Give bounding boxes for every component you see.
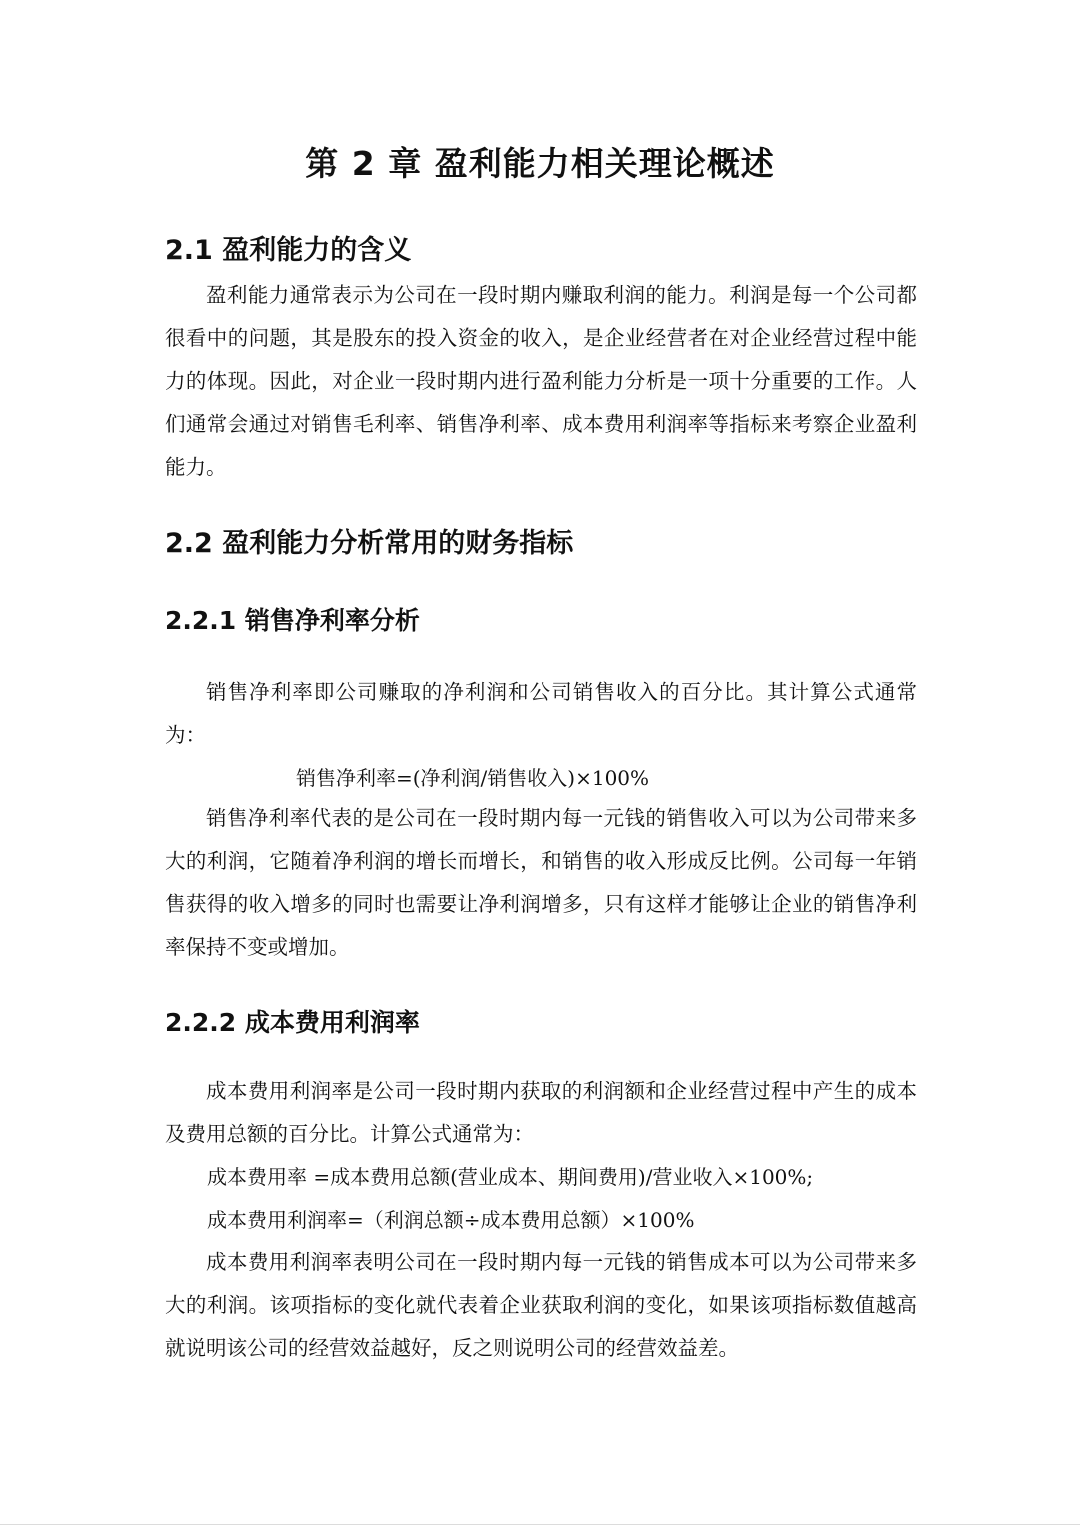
section-2-1-paragraph: 盈利能力通常表示为公司在一段时期内赚取利润的能力。利润是每一个公司都很看中的问题，其是股东的投入资金的收入，是企业经营者在对企业经营过程中能力的体现。因此，对企业一段时期内进行盈利能力分析是一项十分重要的工作。人们通常会通过对销售毛利率、销售净利率、成本费用利润率等指标来考察企业盈利能力。 bbox=[165, 283, 917, 479]
section-2-2-2-heading: 2.2.2 成本费用利润率 bbox=[165, 1008, 420, 1037]
net-margin-formula: 销售净利率=(净利润/销售收入)×100% bbox=[296, 766, 650, 790]
section-2-2-1-intro: 销售净利率即公司赚取的净利润和公司销售收入的百分比。其计算公式通常为： bbox=[165, 680, 917, 747]
cost-profit-formula: 成本费用利润率=（利润总额÷成本费用总额）×100% bbox=[207, 1208, 695, 1232]
section-2-2-heading: 2.2 盈利能力分析常用的财务指标 bbox=[165, 528, 574, 559]
section-2-2-2-intro: 成本费用利润率是公司一段时期内获取的利润额和企业经营过程中产生的成本及费用总额的百分比。计算公式通常为： bbox=[165, 1079, 917, 1146]
page-bottom-divider bbox=[0, 1524, 1080, 1525]
chapter-title: 第 2 章 盈利能力相关理论概述 bbox=[305, 144, 775, 183]
cost-rate-formula: 成本费用率 =成本费用总额(营业成本、期间费用)/营业收入×100%; bbox=[207, 1165, 814, 1189]
section-2-1-heading: 2.1 盈利能力的含义 bbox=[165, 235, 412, 266]
section-2-2-1-heading: 2.2.1 销售净利率分析 bbox=[165, 606, 420, 635]
section-2-2-1-paragraph: 销售净利率代表的是公司在一段时期内每一元钱的销售收入可以为公司带来多大的利润，它随着净利润的增长而增长，和销售的收入形成反比例。公司每一年销售获得的收入增多的同时也需要让净利润增多，只有这样才能够让企业的销售净利率保持不变或增加。 bbox=[165, 806, 917, 959]
section-2-2-2-paragraph: 成本费用利润率表明公司在一段时期内每一元钱的销售成本可以为公司带来多大的利润。该项指标的变化就代表着企业获取利润的变化，如果该项指标数值越高就说明该公司的经营效益越好，反之则说明公司的经营效益差。 bbox=[165, 1250, 917, 1360]
